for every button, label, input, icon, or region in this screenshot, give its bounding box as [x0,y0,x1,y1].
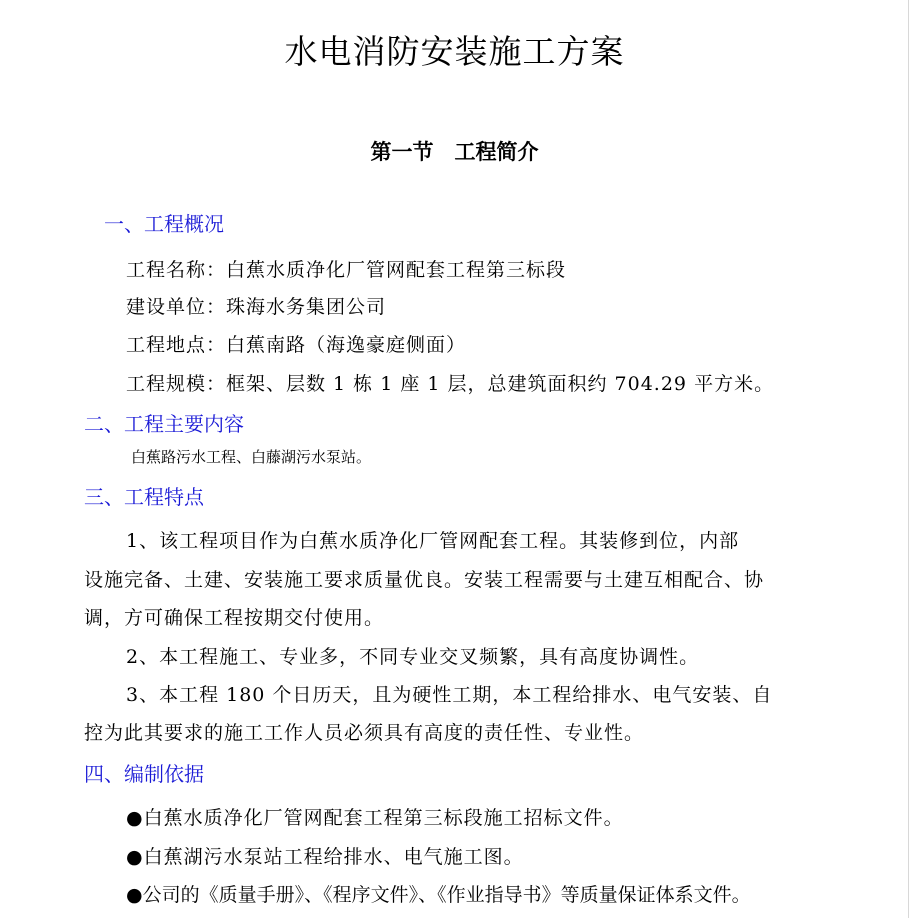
heading-basis: 四、编制依据 [84,762,204,786]
builder-line: 建设单位：珠海水务集团公司 [126,296,387,318]
document-title: 水电消防安装施工方案 [284,32,625,71]
feature-paragraph-line: 3、本工程 180 个日历天，且为硬性工期，本工程给排水、电气安装、自 [126,684,773,706]
feature-paragraph-line: 1、该工程项目作为白蕉水质净化厂管网配套工程。其装修到位，内部 [126,530,740,552]
heading-main-content: 二、工程主要内容 [84,412,244,436]
basis-list-item: ●白蕉湖污水泵站工程给排水、电气施工图。 [126,846,524,868]
location-line: 工程地点：白蕉南路（海逸豪庭侧面） [126,334,467,356]
basis-list-item: ●公司的《质量手册》、《程序文件》、《作业指导书》等质量保证体系文件。 [126,884,751,906]
heading-features: 三、工程特点 [84,485,204,509]
main-content-text: 白蕉路污水工程、白藤湖污水泵站。 [131,448,372,466]
feature-paragraph-line: 调，方可确保工程按期交付使用。 [84,607,385,629]
basis-list-item: ●白蕉水质净化厂管网配套工程第三标段施工招标文件。 [126,807,624,829]
feature-paragraph-line: 设施完备、土建、安装施工要求质量优良。安装工程需要与土建互相配合、协 [84,569,765,591]
feature-paragraph-line: 2、本工程施工、专业多，不同专业交叉频繁，具有高度协调性。 [126,646,700,668]
project-name-line: 工程名称：白蕉水质净化厂管网配套工程第三标段 [126,259,567,281]
heading-project-overview: 一、工程概况 [104,212,224,236]
feature-paragraph-line: 控为此其要求的施工工作人员必须具有高度的责任性、专业性。 [84,722,645,744]
section-title: 第一节 工程简介 [370,140,539,164]
scale-line: 工程规模：框架、层数 1 栋 1 座 1 层，总建筑面积约 704.29 平方米。 [126,373,775,395]
